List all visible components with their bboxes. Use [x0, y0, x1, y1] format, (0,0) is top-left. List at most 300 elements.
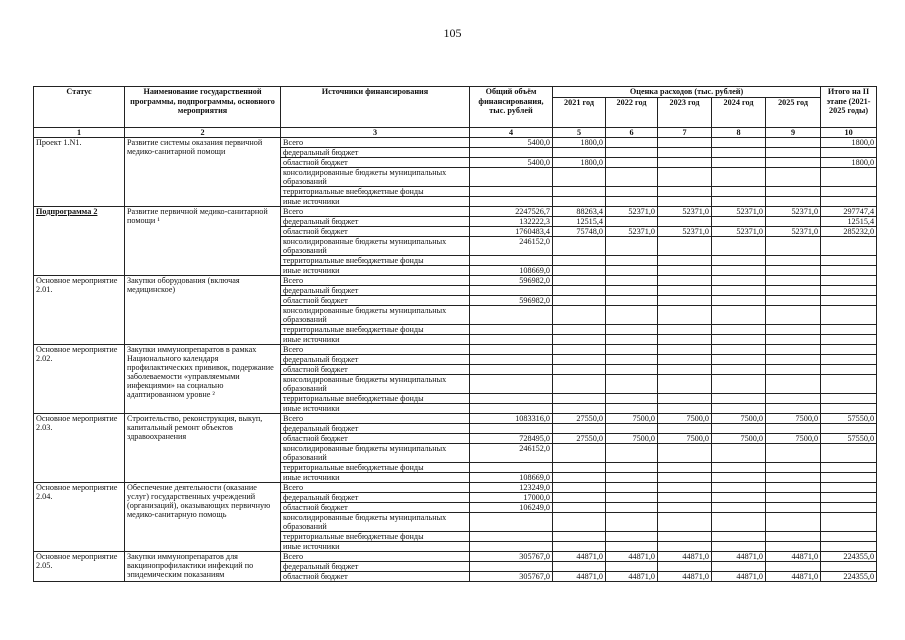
year-value-cell	[553, 423, 606, 433]
year-value-cell	[606, 265, 658, 275]
year-value-cell	[766, 275, 821, 285]
row-status-text: Подпрограмма 2	[36, 206, 98, 216]
source-label: консолидированные бюджеты муниципальных образований	[281, 374, 470, 393]
total-cell: 1083316,0	[470, 413, 553, 423]
year-value-cell	[712, 364, 766, 374]
year-value-cell	[658, 462, 712, 472]
total-cell	[470, 147, 553, 157]
stage-total-cell	[821, 334, 877, 344]
year-value-cell	[658, 344, 712, 354]
year-value-cell	[658, 334, 712, 344]
year-value-cell	[553, 531, 606, 541]
row-name: Развитие первичной медико-санитарной помощи ¹	[125, 206, 281, 275]
year-value-cell	[712, 423, 766, 433]
year-value-cell	[553, 374, 606, 393]
year-value-cell	[658, 423, 712, 433]
year-value-cell	[553, 196, 606, 206]
year-value-cell	[712, 374, 766, 393]
total-cell: 305767,0	[470, 551, 553, 561]
year-value-cell	[766, 334, 821, 344]
year-value-cell: 7500,0	[712, 413, 766, 423]
financing-table	[33, 86, 877, 582]
year-value-cell	[606, 472, 658, 482]
header-status: Статус	[34, 87, 125, 128]
total-cell: 5400,0	[470, 137, 553, 147]
year-value-cell: 12515,4	[553, 216, 606, 226]
year-value-cell	[658, 482, 712, 492]
year-value-cell	[766, 512, 821, 531]
year-value-cell	[606, 147, 658, 157]
year-value-cell	[658, 374, 712, 393]
stage-total-cell: 1800,0	[821, 137, 877, 147]
column-number: 1	[34, 127, 125, 137]
stage-total-cell	[821, 275, 877, 285]
table-body	[34, 137, 877, 581]
source-label: территориальные внебюджетные фонды	[281, 255, 470, 265]
column-number: 2	[125, 127, 281, 137]
stage-total-cell	[821, 502, 877, 512]
source-label: Всего	[281, 275, 470, 285]
total-cell: 106249,0	[470, 502, 553, 512]
source-label: консолидированные бюджеты муниципальных образований	[281, 167, 470, 186]
stage-total-cell	[821, 147, 877, 157]
header-year: 2021 год	[553, 97, 606, 127]
total-cell: 5400,0	[470, 157, 553, 167]
total-cell: 108669,0	[470, 472, 553, 482]
year-value-cell	[766, 157, 821, 167]
year-value-cell	[766, 196, 821, 206]
year-value-cell: 52371,0	[606, 206, 658, 216]
header-year: 2022 год	[606, 97, 658, 127]
row-status	[34, 137, 125, 206]
year-value-cell	[766, 393, 821, 403]
source-label: федеральный бюджет	[281, 216, 470, 226]
year-value-cell	[658, 147, 712, 157]
source-label: федеральный бюджет	[281, 561, 470, 571]
year-value-cell	[553, 492, 606, 502]
year-value-cell	[606, 531, 658, 541]
year-value-cell	[712, 561, 766, 571]
year-value-cell	[766, 344, 821, 354]
table-row	[34, 344, 877, 354]
year-value-cell	[658, 531, 712, 541]
header-year: 2024 год	[712, 97, 766, 127]
year-value-cell	[766, 443, 821, 462]
year-value-cell	[606, 196, 658, 206]
year-value-cell	[766, 186, 821, 196]
column-number: 9	[766, 127, 821, 137]
year-value-cell	[712, 512, 766, 531]
total-cell: 596982,0	[470, 275, 553, 285]
year-value-cell	[606, 167, 658, 186]
total-cell	[470, 462, 553, 472]
row-status-text: Проект 1.N1.	[36, 137, 82, 147]
total-cell	[470, 423, 553, 433]
stage-total-cell	[821, 512, 877, 531]
source-label: Всего	[281, 206, 470, 216]
year-value-cell	[606, 393, 658, 403]
year-value-cell	[766, 285, 821, 295]
source-label: территориальные внебюджетные фонды	[281, 462, 470, 472]
year-value-cell	[766, 324, 821, 334]
year-value-cell	[553, 472, 606, 482]
year-value-cell	[766, 531, 821, 541]
source-label: областной бюджет	[281, 364, 470, 374]
stage-total-cell	[821, 255, 877, 265]
year-value-cell	[606, 285, 658, 295]
year-value-cell	[766, 561, 821, 571]
header-total: Общий объём финансирования, тыс. рублей	[470, 87, 553, 128]
year-value-cell	[766, 236, 821, 255]
total-cell	[470, 255, 553, 265]
row-status-text: Основное мероприятие 2.03.	[36, 413, 118, 432]
year-value-cell: 7500,0	[658, 413, 712, 423]
year-value-cell	[712, 334, 766, 344]
total-cell: 132222,3	[470, 216, 553, 226]
year-value-cell	[606, 216, 658, 226]
total-cell	[470, 354, 553, 364]
year-value-cell	[712, 344, 766, 354]
year-value-cell	[553, 186, 606, 196]
year-value-cell: 7500,0	[712, 433, 766, 443]
year-value-cell	[606, 354, 658, 364]
source-label: Всего	[281, 344, 470, 354]
year-value-cell	[553, 561, 606, 571]
year-value-cell: 52371,0	[658, 206, 712, 216]
year-value-cell	[553, 364, 606, 374]
year-value-cell	[766, 472, 821, 482]
year-value-cell	[606, 561, 658, 571]
year-value-cell	[712, 482, 766, 492]
year-value-cell: 44871,0	[553, 571, 606, 581]
column-number: 5	[553, 127, 606, 137]
year-value-cell	[553, 275, 606, 285]
year-value-cell	[712, 462, 766, 472]
row-name: Обеспечение деятельности (оказание услуг) государственных учреждений (организаций), оказывающих первичную медико-санитарную помощь	[125, 482, 281, 551]
year-value-cell: 44871,0	[606, 571, 658, 581]
total-cell: 596982,0	[470, 295, 553, 305]
year-value-cell	[553, 403, 606, 413]
year-value-cell	[658, 512, 712, 531]
stage-total-cell: 57550,0	[821, 433, 877, 443]
year-value-cell	[712, 443, 766, 462]
year-value-cell: 44871,0	[766, 571, 821, 581]
year-value-cell	[712, 354, 766, 364]
year-value-cell	[658, 295, 712, 305]
year-value-cell: 44871,0	[553, 551, 606, 561]
year-value-cell	[712, 305, 766, 324]
stage-total-cell	[821, 324, 877, 334]
stage-total-cell: 224355,0	[821, 551, 877, 561]
year-value-cell	[553, 393, 606, 403]
year-value-cell	[766, 305, 821, 324]
year-value-cell	[766, 255, 821, 265]
year-value-cell	[766, 364, 821, 374]
year-value-cell	[606, 443, 658, 462]
source-label: областной бюджет	[281, 571, 470, 581]
total-cell	[470, 344, 553, 354]
source-label: территориальные внебюджетные фонды	[281, 324, 470, 334]
year-value-cell: 7500,0	[766, 413, 821, 423]
row-status-text: Основное мероприятие 2.04.	[36, 482, 118, 501]
year-value-cell	[606, 423, 658, 433]
year-value-cell	[712, 167, 766, 186]
year-value-cell: 75748,0	[553, 226, 606, 236]
year-value-cell	[606, 157, 658, 167]
year-value-cell	[658, 502, 712, 512]
year-value-cell	[712, 255, 766, 265]
year-value-cell	[658, 265, 712, 275]
column-number: 4	[470, 127, 553, 137]
year-value-cell	[658, 324, 712, 334]
year-value-cell	[766, 482, 821, 492]
source-label: федеральный бюджет	[281, 423, 470, 433]
header-estimate: Оценка расходов (тыс. рублей)	[553, 87, 821, 98]
source-label: областной бюджет	[281, 295, 470, 305]
year-value-cell	[658, 167, 712, 186]
year-value-cell	[553, 512, 606, 531]
year-value-cell	[766, 502, 821, 512]
header-name: Наименование государственной программы, подпрограммы, основного мероприятия	[125, 87, 281, 128]
year-value-cell	[553, 541, 606, 551]
year-value-cell	[553, 236, 606, 255]
row-status	[34, 275, 125, 344]
total-cell	[470, 186, 553, 196]
total-cell: 1760483,4	[470, 226, 553, 236]
year-value-cell	[712, 186, 766, 196]
year-value-cell	[553, 265, 606, 275]
stage-total-cell	[821, 472, 877, 482]
year-value-cell	[712, 472, 766, 482]
year-value-cell	[712, 137, 766, 147]
year-value-cell	[712, 265, 766, 275]
source-label: иные источники	[281, 541, 470, 551]
year-value-cell	[712, 502, 766, 512]
year-value-cell	[606, 334, 658, 344]
year-value-cell: 7500,0	[766, 433, 821, 443]
year-value-cell: 44871,0	[712, 551, 766, 561]
table-row	[34, 137, 877, 147]
year-value-cell	[553, 482, 606, 492]
year-value-cell: 44871,0	[658, 571, 712, 581]
total-cell	[470, 305, 553, 324]
stage-total-cell: 57550,0	[821, 413, 877, 423]
year-value-cell	[606, 502, 658, 512]
total-cell	[470, 285, 553, 295]
year-value-cell: 7500,0	[658, 433, 712, 443]
year-value-cell	[658, 354, 712, 364]
stage-total-cell	[821, 265, 877, 275]
year-value-cell: 52371,0	[712, 206, 766, 216]
year-value-cell	[553, 443, 606, 462]
year-value-cell: 52371,0	[766, 206, 821, 216]
total-cell	[470, 167, 553, 186]
column-number: 3	[281, 127, 470, 137]
total-cell: 246152,0	[470, 443, 553, 462]
year-value-cell	[553, 147, 606, 157]
year-value-cell	[658, 472, 712, 482]
year-value-cell: 44871,0	[766, 551, 821, 561]
year-value-cell	[766, 354, 821, 364]
row-status	[34, 551, 125, 581]
year-value-cell: 1800,0	[553, 137, 606, 147]
year-value-cell	[606, 236, 658, 255]
year-value-cell	[712, 403, 766, 413]
source-label: областной бюджет	[281, 433, 470, 443]
source-label: Всего	[281, 137, 470, 147]
row-status-text: Основное мероприятие 2.02.	[36, 344, 118, 363]
year-value-cell	[606, 186, 658, 196]
total-cell	[470, 403, 553, 413]
year-value-cell	[712, 157, 766, 167]
stage-total-cell	[821, 285, 877, 295]
header-year: 2023 год	[658, 97, 712, 127]
year-value-cell	[606, 255, 658, 265]
stage-total-cell: 297747,4	[821, 206, 877, 216]
year-value-cell	[553, 502, 606, 512]
table-row	[34, 413, 877, 423]
year-value-cell	[553, 462, 606, 472]
row-name: Строительство, реконструкция, выкуп, капитальный ремонт объектов здравоохранения	[125, 413, 281, 482]
stage-total-cell	[821, 443, 877, 462]
column-number: 6	[606, 127, 658, 137]
year-value-cell	[766, 295, 821, 305]
year-value-cell: 44871,0	[712, 571, 766, 581]
year-value-cell	[658, 275, 712, 285]
year-value-cell	[553, 344, 606, 354]
total-cell: 108669,0	[470, 265, 553, 275]
year-value-cell	[712, 236, 766, 255]
year-value-cell	[553, 295, 606, 305]
source-label: территориальные внебюджетные фонды	[281, 186, 470, 196]
year-value-cell	[658, 236, 712, 255]
year-value-cell	[553, 324, 606, 334]
source-label: консолидированные бюджеты муниципальных образований	[281, 443, 470, 462]
year-value-cell	[658, 561, 712, 571]
total-cell	[470, 324, 553, 334]
total-cell	[470, 561, 553, 571]
year-value-cell	[712, 295, 766, 305]
year-value-cell	[606, 344, 658, 354]
year-value-cell: 7500,0	[606, 413, 658, 423]
year-value-cell	[606, 305, 658, 324]
total-cell	[470, 196, 553, 206]
row-status	[34, 206, 125, 275]
year-value-cell	[766, 492, 821, 502]
year-value-cell: 7500,0	[606, 433, 658, 443]
source-label: консолидированные бюджеты муниципальных образований	[281, 236, 470, 255]
table-row	[34, 275, 877, 285]
total-cell: 246152,0	[470, 236, 553, 255]
year-value-cell	[553, 255, 606, 265]
year-value-cell	[658, 186, 712, 196]
total-cell	[470, 364, 553, 374]
column-number: 8	[712, 127, 766, 137]
year-value-cell	[658, 492, 712, 502]
source-label: территориальные внебюджетные фонды	[281, 393, 470, 403]
year-value-cell	[606, 324, 658, 334]
year-value-cell	[658, 364, 712, 374]
year-value-cell: 52371,0	[766, 226, 821, 236]
year-value-cell: 44871,0	[606, 551, 658, 561]
header-stage-total: Итого на II этапе (2021-2025 годы)	[821, 87, 877, 128]
year-value-cell	[766, 403, 821, 413]
year-value-cell	[606, 482, 658, 492]
year-value-cell	[712, 541, 766, 551]
year-value-cell	[658, 403, 712, 413]
row-status-text: Основное мероприятие 2.01.	[36, 275, 118, 294]
source-label: Всего	[281, 551, 470, 561]
stage-total-cell	[821, 561, 877, 571]
year-value-cell: 52371,0	[658, 226, 712, 236]
year-value-cell	[658, 196, 712, 206]
stage-total-cell: 1800,0	[821, 157, 877, 167]
source-label: иные источники	[281, 334, 470, 344]
stage-total-cell	[821, 186, 877, 196]
year-value-cell	[606, 275, 658, 285]
year-value-cell	[658, 393, 712, 403]
source-label: иные источники	[281, 265, 470, 275]
year-value-cell	[606, 541, 658, 551]
year-value-cell	[553, 167, 606, 186]
stage-total-cell	[821, 167, 877, 186]
source-label: федеральный бюджет	[281, 147, 470, 157]
table-row	[34, 551, 877, 561]
year-value-cell	[606, 512, 658, 531]
year-value-cell	[712, 275, 766, 285]
year-value-cell	[712, 285, 766, 295]
stage-total-cell	[821, 364, 877, 374]
stage-total-cell	[821, 344, 877, 354]
year-value-cell: 27550,0	[553, 433, 606, 443]
year-value-cell: 52371,0	[712, 226, 766, 236]
year-value-cell	[553, 305, 606, 324]
source-label: областной бюджет	[281, 502, 470, 512]
total-cell	[470, 334, 553, 344]
stage-total-cell	[821, 492, 877, 502]
row-status-text: Основное мероприятие 2.05.	[36, 551, 118, 570]
source-label: консолидированные бюджеты муниципальных образований	[281, 512, 470, 531]
year-value-cell	[712, 324, 766, 334]
row-status	[34, 413, 125, 482]
year-value-cell	[712, 196, 766, 206]
source-label: федеральный бюджет	[281, 354, 470, 364]
stage-total-cell	[821, 462, 877, 472]
year-value-cell	[766, 216, 821, 226]
year-value-cell	[766, 374, 821, 393]
year-value-cell	[766, 137, 821, 147]
year-value-cell	[766, 167, 821, 186]
total-cell	[470, 374, 553, 393]
stage-total-cell: 224355,0	[821, 571, 877, 581]
stage-total-cell	[821, 236, 877, 255]
stage-total-cell	[821, 423, 877, 433]
year-value-cell	[606, 492, 658, 502]
year-value-cell: 44871,0	[658, 551, 712, 561]
year-value-cell	[712, 216, 766, 226]
stage-total-cell	[821, 305, 877, 324]
column-number: 7	[658, 127, 712, 137]
year-value-cell	[658, 305, 712, 324]
year-value-cell: 88263,4	[553, 206, 606, 216]
source-label: федеральный бюджет	[281, 492, 470, 502]
year-value-cell	[658, 285, 712, 295]
page-number: 105	[443, 26, 462, 40]
year-value-cell	[658, 541, 712, 551]
year-value-cell	[553, 285, 606, 295]
stage-total-cell: 285232,0	[821, 226, 877, 236]
stage-total-cell	[821, 374, 877, 393]
